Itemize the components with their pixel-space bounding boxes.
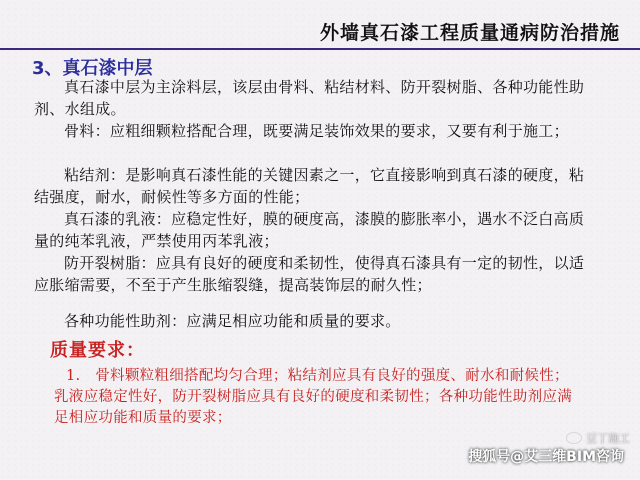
watermark-source: 搜狐号@艾三维BIM咨询: [468, 449, 624, 465]
wechat-logo-icon: [566, 432, 582, 444]
quality-heading: 质量要求：: [50, 340, 145, 361]
watermark-logo-text: 豆丁施工: [586, 432, 630, 445]
paragraph-intro: 真石漆中层为主涂料层，该层由骨料、粘结材料、防开裂树脂、各种功能性助剂、水组成。: [34, 78, 585, 118]
quality-requirements-text: 1. 骨料颗粒粗细搭配均匀合理；粘结剂应具有良好的强度、耐水和耐候性；乳液应稳定性好，防开裂树脂应具有良好的硬度和柔韧性；各种功能性助剂应满足相应功能和质量的要求；: [54, 368, 572, 426]
watermark-logo: [566, 430, 630, 446]
header-divider: [0, 48, 640, 50]
paragraph-anticrack-resin: 防开裂树脂：应具有良好的硬度和柔韧性，使得真石漆具有一定的韧性，以适应胀缩需要，不至于产生胀缩裂缝，提高装饰层的耐久性；: [34, 254, 585, 294]
section-heading: 3、真石漆中层: [32, 58, 153, 79]
paragraph-binder: 粘结剂：是影响真石漆性能的关键因素之一，它直接影响到真石漆的硬度，粘结强度，耐水，耐候性等多方面的性能；: [34, 166, 585, 206]
paragraph-emulsion: 真石漆的乳液：应稳定性好，膜的硬度高，漆膜的膨胀率小，遇水不泛白高质量的纯苯乳液，严禁使用丙苯乳液；: [34, 210, 585, 250]
paragraph-additives: 各种功能性助剂：应满足相应功能和质量的要求。: [64, 312, 401, 330]
paragraph-aggregate: 骨料：应粗细颗粒搭配合理，既要满足装饰效果的要求，又要有利于施工；: [64, 122, 569, 140]
page-title: 外墙真石漆工程质量通病防治措施: [319, 22, 620, 44]
